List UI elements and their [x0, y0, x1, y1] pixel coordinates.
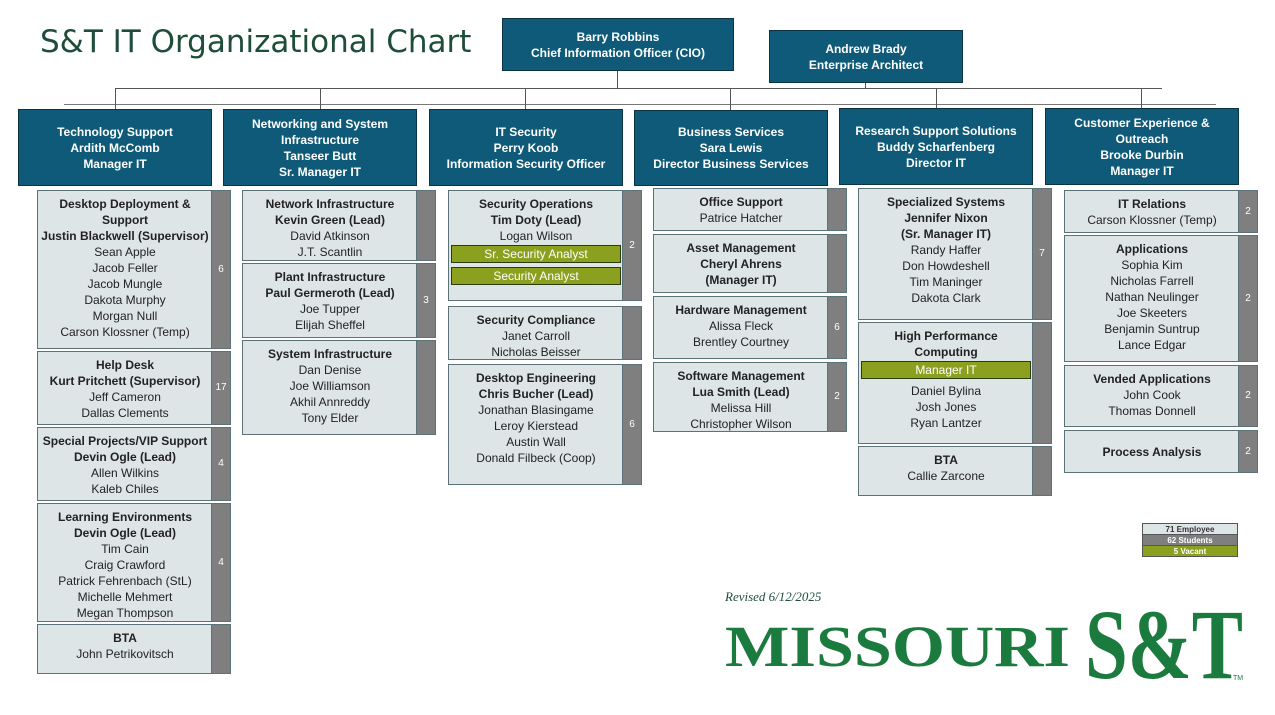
unit-title: Lua Smith (Lead)	[692, 385, 790, 399]
unit-title: Security Compliance	[476, 313, 596, 327]
staff-name: Carson Klossner (Temp)	[60, 325, 190, 339]
student-count: 2	[827, 363, 846, 431]
department-header	[839, 108, 1033, 185]
student-count	[416, 191, 435, 260]
legend-vacant: 5 Vacant	[1142, 545, 1238, 557]
staff-name: Nicholas Farrell	[1110, 274, 1194, 288]
department-header-line: Ardith McComb	[70, 140, 160, 155]
department-header-line: Perry Koob	[493, 140, 559, 155]
staff-name: Morgan Null	[92, 309, 158, 323]
student-count	[622, 307, 641, 359]
unit-title: Computing	[914, 345, 978, 359]
unit-title: Support	[102, 213, 148, 227]
connector-drop-5	[936, 88, 937, 110]
unit-title: Desktop Deployment &	[59, 197, 191, 211]
staff-name: Nathan Neulinger	[1105, 290, 1199, 304]
department-header-line: Business Services	[677, 125, 785, 139]
connector-drop-3	[525, 88, 526, 110]
staff-name: Akhil Annreddy	[289, 395, 371, 409]
staff-name: Josh Jones	[915, 400, 977, 414]
unit-title: Vended Applications	[1093, 372, 1211, 386]
student-count: 6	[211, 191, 230, 348]
staff-name: Alissa Fleck	[708, 319, 773, 333]
staff-name: Janet Carroll	[501, 329, 571, 343]
student-count	[1032, 447, 1051, 495]
staff-name: Logan Wilson	[499, 229, 573, 243]
department-header	[1045, 108, 1239, 185]
department-header-line: Manager IT	[83, 156, 147, 171]
connector-drop-2	[320, 88, 321, 110]
connector-drop-1	[115, 88, 116, 110]
department-header-line: Technology Support	[57, 124, 173, 139]
department-header-line: Sr. Manager IT	[278, 164, 362, 179]
unit-title: Cheryl Ahrens	[700, 257, 782, 271]
student-count: 2	[1238, 366, 1257, 426]
revised-date: Revised 6/12/2025	[725, 589, 822, 604]
unit-title: IT Relations	[1117, 197, 1186, 211]
department-header	[223, 109, 417, 186]
department-header-line: Director Business Services	[653, 157, 809, 171]
team-unit	[653, 296, 847, 359]
staff-name: Callie Zarcone	[907, 469, 985, 483]
unit-title: Office Support	[699, 195, 783, 209]
unit-title: Network Infrastructure	[265, 197, 395, 211]
staff-name: Daniel Bylina	[910, 384, 982, 398]
unit-title: BTA	[113, 631, 137, 645]
unit-title: Software Management	[677, 369, 805, 383]
department-header-line: Manager IT	[1110, 163, 1174, 178]
unit-title: Kevin Green (Lead)	[274, 213, 386, 227]
department-header-line: Information Security Officer	[446, 156, 606, 171]
department-header-line: Brooke Durbin	[1100, 147, 1184, 162]
team-unit	[448, 306, 642, 360]
unit-title: Chris Bucher (Lead)	[478, 387, 594, 401]
legend-employee: 71 Employee	[1142, 523, 1238, 535]
team-unit	[1064, 430, 1258, 473]
staff-name: Joe Skeeters	[1116, 306, 1188, 320]
student-count: 17	[211, 352, 230, 424]
connector-top-rule	[64, 104, 1216, 105]
legend-students: 62 Students	[1142, 534, 1238, 546]
staff-name: John Cook	[1123, 388, 1181, 402]
staff-name: Michelle Mehmert	[77, 590, 173, 604]
team-unit	[448, 190, 642, 301]
unit-title: Learning Environments	[57, 510, 193, 524]
team-unit	[448, 364, 642, 485]
unit-title: Devin Ogle (Lead)	[73, 526, 177, 540]
unit-title: Kurt Pritchett (Supervisor)	[49, 374, 201, 388]
svg-text:TM: TM	[1233, 675, 1244, 682]
staff-name: David Atkinson	[290, 229, 370, 243]
staff-name: Lance Edgar	[1117, 338, 1187, 352]
department-header	[18, 109, 212, 186]
unit-title: Asset Management	[686, 241, 796, 255]
department-header-line: Director IT	[905, 155, 966, 170]
unit-title: Desktop Engineering	[475, 371, 597, 385]
student-count: 6	[827, 297, 846, 358]
unit-title: High Performance	[894, 329, 998, 343]
student-count: 2	[1238, 236, 1257, 361]
staff-name: Leroy Kierstead	[493, 419, 579, 433]
student-count: 4	[211, 504, 230, 621]
department-header-line: Infrastructure	[280, 132, 360, 147]
staff-name: Tim Maninger	[909, 275, 983, 289]
staff-name: Thomas Donnell	[1108, 404, 1196, 418]
architect-role: Enterprise Architect	[808, 57, 924, 72]
unit-title: Hardware Management	[675, 303, 807, 317]
unit-title: Special Projects/VIP Support	[42, 434, 208, 448]
team-unit	[858, 446, 1052, 496]
department-header-line: Tanseer Butt	[283, 148, 357, 163]
connector-horizontal	[115, 88, 1162, 89]
staff-name: Randy Haffer	[910, 243, 982, 257]
department-header-line: Outreach	[1115, 131, 1169, 146]
cio-box	[502, 18, 734, 71]
student-count: 6	[622, 365, 641, 484]
student-count: 2	[1238, 431, 1257, 472]
vacant-position: Manager IT	[861, 361, 1031, 379]
staff-name: John Petrikovitsch	[76, 647, 174, 661]
staff-name: Jonathan Blasingame	[478, 403, 594, 417]
unit-title: BTA	[934, 453, 958, 467]
student-count	[211, 625, 230, 673]
department-header-line: Buddy Scharfenberg	[876, 139, 996, 154]
staff-name: Melissa Hill	[710, 401, 772, 415]
student-count: 7	[1032, 189, 1051, 319]
student-count: 2	[622, 191, 641, 300]
staff-name: Craig Crawford	[84, 558, 166, 572]
staff-name: Dallas Clements	[81, 406, 169, 420]
team-unit	[37, 427, 231, 501]
staff-name: Allen Wilkins	[90, 466, 159, 480]
team-unit	[858, 322, 1052, 444]
staff-name: Megan Thompson	[76, 606, 174, 620]
unit-title: (Sr. Manager IT)	[900, 227, 992, 241]
staff-name: Jacob Feller	[92, 261, 158, 275]
unit-title: (Manager IT)	[705, 273, 777, 287]
department-header-line: Sara Lewis	[699, 141, 763, 155]
missouri-st-logo	[725, 586, 1250, 686]
team-unit	[653, 188, 847, 231]
team-unit	[858, 188, 1052, 320]
unit-title: Plant Infrastructure	[274, 270, 386, 284]
unit-title: Applications	[1115, 242, 1188, 256]
team-unit	[37, 351, 231, 425]
staff-name: Patrice Hatcher	[699, 211, 783, 225]
team-unit	[37, 190, 231, 349]
staff-name: Jacob Mungle	[87, 277, 163, 291]
legend	[1142, 524, 1238, 557]
staff-name: Elijah Sheffel	[295, 318, 365, 332]
architect-box	[769, 30, 963, 83]
staff-name: Ryan Lantzer	[910, 416, 982, 430]
student-count: 4	[211, 428, 230, 500]
student-count	[1032, 323, 1051, 443]
staff-name: Dakota Clark	[911, 291, 981, 305]
staff-name: Tony Elder	[301, 411, 359, 425]
unit-title: Help Desk	[95, 358, 155, 372]
team-unit	[37, 624, 231, 674]
staff-name: Brentley Courtney	[692, 335, 790, 349]
unit-title: System Infrastructure	[267, 347, 393, 361]
staff-name: Donald Filbeck (Coop)	[476, 451, 596, 465]
architect-name: Andrew Brady	[825, 41, 907, 56]
unit-title: Specialized Systems	[886, 195, 1006, 209]
svg-text:MISSOURI: MISSOURI	[725, 614, 1070, 679]
department-header-line: Customer Experience &	[1074, 115, 1210, 130]
connector-drop-4	[730, 88, 731, 110]
unit-title: Jennifer Nixon	[904, 211, 988, 225]
team-unit	[1064, 190, 1258, 233]
team-unit	[653, 234, 847, 293]
staff-name: Austin Wall	[506, 435, 566, 449]
connector-cio-down	[617, 70, 618, 88]
svg-text:S&T: S&T	[1085, 589, 1243, 686]
staff-name: Tim Cain	[101, 542, 149, 556]
staff-name: Nicholas Beisser	[491, 345, 581, 359]
connector-drop-6	[1141, 88, 1142, 110]
staff-name: Don Howdeshell	[902, 259, 990, 273]
team-unit	[37, 503, 231, 622]
student-count: 2	[1238, 191, 1257, 232]
department-header	[634, 110, 828, 186]
cio-name: Barry Robbins	[576, 29, 660, 44]
staff-name: Kaleb Chiles	[91, 482, 159, 496]
staff-name: Carson Klossner (Temp)	[1087, 213, 1217, 227]
staff-name: Jeff Cameron	[89, 390, 161, 404]
student-count	[827, 235, 846, 292]
student-count: 3	[416, 264, 435, 337]
department-header-line: Research Support Solutions	[855, 123, 1017, 138]
staff-name: Sophia Kim	[1121, 258, 1183, 272]
staff-name: Joe Tupper	[299, 302, 361, 316]
staff-name: Benjamin Suntrup	[1104, 322, 1200, 336]
unit-title: Paul Germeroth (Lead)	[265, 286, 395, 300]
vacant-position: Sr. Security Analyst	[451, 245, 621, 263]
team-unit	[242, 263, 436, 338]
unit-title: Justin Blackwell (Supervisor)	[41, 229, 209, 243]
vacant-position: Security Analyst	[451, 267, 621, 285]
staff-name: J.T. Scantlin	[297, 245, 363, 259]
staff-name: Christopher Wilson	[690, 417, 792, 431]
staff-name: Dan Denise	[298, 363, 362, 377]
student-count	[827, 189, 846, 230]
team-unit	[653, 362, 847, 432]
department-header-line: Networking and System	[251, 116, 389, 131]
unit-title: Tim Doty (Lead)	[490, 213, 582, 227]
department-header-line: IT Security	[495, 124, 557, 139]
team-unit	[242, 340, 436, 435]
staff-name: Joe Williamson	[289, 379, 371, 393]
staff-name: Sean Apple	[94, 245, 156, 259]
department-header	[429, 109, 623, 186]
staff-name: Patrick Fehrenbach (StL)	[58, 574, 192, 588]
staff-name: Dakota Murphy	[84, 293, 166, 307]
cio-role: Chief Information Officer (CIO)	[531, 45, 705, 60]
student-count	[416, 341, 435, 434]
page-title: S&T IT Organizational Chart	[40, 24, 472, 60]
unit-title: Devin Ogle (Lead)	[73, 450, 177, 464]
team-unit	[1064, 235, 1258, 362]
team-unit	[242, 190, 436, 261]
team-unit	[1064, 365, 1258, 427]
unit-title: Security Operations	[478, 197, 594, 211]
unit-title: Process Analysis	[1102, 444, 1202, 459]
